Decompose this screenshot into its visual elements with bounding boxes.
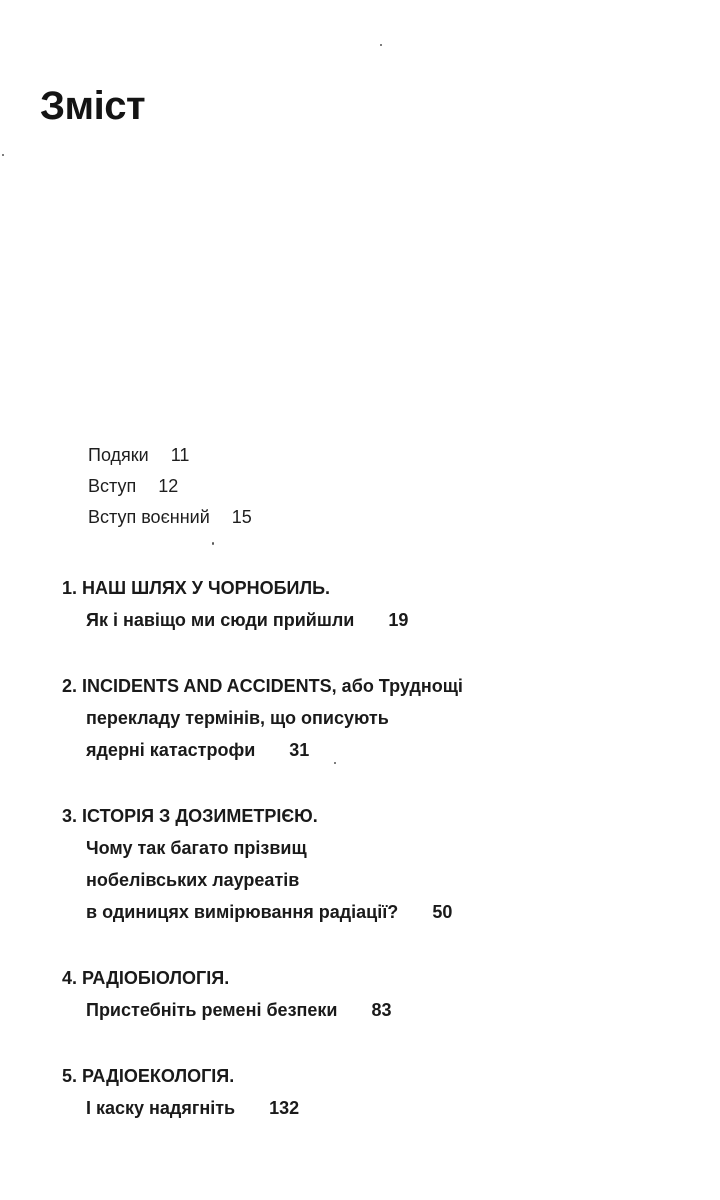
front-matter-list <box>88 440 252 533</box>
chapter-subtitle-line <box>62 734 682 766</box>
toc-chapter-1 <box>62 572 682 636</box>
chapter-title: 4. РАДІОБІОЛОГІЯ. <box>62 968 230 988</box>
chapter-title: 1. НАШ ШЛЯХ У ЧОРНОБИЛЬ. <box>62 578 331 598</box>
entry-label: Вступ воєнний <box>88 507 210 527</box>
chapter-page-number: 132 <box>269 1098 300 1118</box>
chapter-title: 2. INCIDENTS AND ACCIDENTS, або Труднощі <box>62 676 463 696</box>
entry-page-number: 11 <box>170 445 190 465</box>
entry-page-number: 12 <box>158 476 179 496</box>
chapter-subtitle-line: нобелівських лауреатів <box>86 870 300 890</box>
toc-chapter-3 <box>62 800 682 928</box>
chapter-page-number: 31 <box>289 740 310 760</box>
chapter-subtitle-text: Як і навіщо ми сюди прийшли <box>86 610 355 630</box>
page-title: Зміст <box>40 84 146 128</box>
chapter-page-number: 50 <box>432 902 453 922</box>
toc-chapter-4 <box>62 962 682 1026</box>
entry-page-number: 15 <box>231 507 252 527</box>
scan-speck <box>334 762 336 764</box>
toc-entry-acknowledgements <box>88 440 252 471</box>
scan-speck <box>2 154 4 156</box>
entry-label: Подяки <box>88 445 149 465</box>
chapter-subtitle-text: Пристебніть ремені безпеки <box>86 1000 338 1020</box>
chapter-title: 3. ІСТОРІЯ З ДОЗИМЕТРІЄЮ. <box>62 806 318 826</box>
chapter-page-number: 83 <box>371 1000 392 1020</box>
chapter-subtitle-line <box>62 896 682 928</box>
chapter-subtitle-line: перекладу термінів, що описують <box>86 708 389 728</box>
chapter-title: 5. РАДІОЕКОЛОГІЯ. <box>62 1066 235 1086</box>
scan-speck <box>212 542 214 545</box>
toc-entry-introduction <box>88 471 252 502</box>
chapter-subtitle-line <box>62 994 682 1026</box>
chapter-subtitle-line: Чому так багато прізвищ <box>86 838 307 858</box>
chapter-subtitle-text: ядерні катастрофи <box>86 740 256 760</box>
toc-entry-war-introduction <box>88 502 252 533</box>
chapter-subtitle-text: в одиницях вимірювання радіації? <box>86 902 399 922</box>
chapter-subtitle-line <box>62 604 682 636</box>
entry-label: Вступ <box>88 476 137 496</box>
chapter-page-number: 19 <box>388 610 409 630</box>
chapter-subtitle-text: І каску надягніть <box>86 1098 236 1118</box>
chapter-list <box>62 572 682 1158</box>
toc-chapter-2 <box>62 670 682 766</box>
scan-speck <box>380 44 382 46</box>
chapter-subtitle-line <box>62 1092 682 1124</box>
toc-chapter-5 <box>62 1060 682 1124</box>
